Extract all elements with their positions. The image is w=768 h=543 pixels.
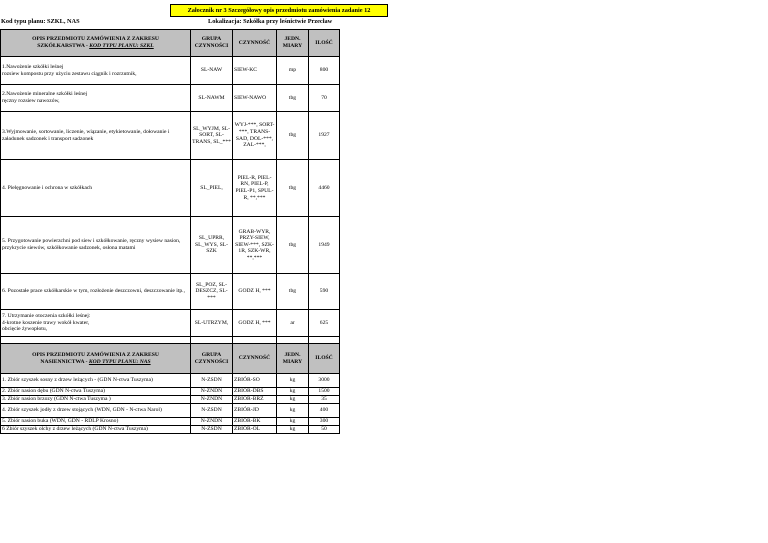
table-row (1, 310, 340, 337)
row-opis: 5. Zbiór nasion buka (WDN, GDN - RDLP Krosno) (1, 418, 191, 426)
szkl-header-row (1, 30, 340, 57)
row-czynnosc: ZBIOR-BRZ (233, 396, 277, 404)
header-opis: OPIS PRZEDMIOTU ZAMÓWIENIA Z ZAKRESU NASIENNICTWA - KOD TYPU PLANU: NAS (1, 344, 191, 374)
table-row (1, 404, 340, 418)
header-jedn: JEDN. MIARY (277, 30, 309, 57)
row-czynnosc: ZBIÓR-SO (233, 374, 277, 388)
row-czynnosc: ZBIOR-DBS (233, 388, 277, 396)
table-row (1, 274, 340, 310)
header-grupa: GRUPA CZYNNOŚCI (191, 344, 233, 374)
row-ilosc: 3000 (309, 374, 340, 388)
row-grupa: SL-NAWM (191, 85, 233, 112)
row-czynnosc: WYJ-***, SORT-***, TRANS-SAD, DOL-***, ZAL-***, (233, 112, 277, 160)
table-row (1, 217, 340, 274)
row-ilosc: 50 (309, 426, 340, 434)
location-label: Lokalizacja: Szkółka przy leśnictwie Przecław (208, 18, 333, 25)
row-ilosc: 1500 (309, 388, 340, 396)
row-opis: 2. Zbiór nasion dębu (GDN N-ctwa Tuszyma) (1, 388, 191, 396)
row-czynnosc: GODZ H, *** (233, 274, 277, 310)
document-title: Załocznik nr 3 Szczegółowy opis przedmiotu zamówienia zadanie 12 (170, 4, 388, 17)
row-opis: 4. Zbiór szyszek jodły z drzew stojących (WDN, GDN - N-ctwa Narol) (1, 404, 191, 418)
row-jedn: tbg (277, 85, 309, 112)
header-jedn: JEDN. MIARY (277, 344, 309, 374)
row-grupa: N-ZSDN (191, 426, 233, 434)
table-row (1, 388, 340, 396)
row-grupa: N-ZNDN (191, 396, 233, 404)
plan-code-szkl: KOD TYPU PLANU: SZKL (89, 43, 154, 49)
row-czynnosc: ZBIÓR-OL (233, 426, 277, 434)
plan-code-nas: KOD TYPU PLANU: NAS (88, 358, 151, 365)
header-czynnosc: CZYNNOŚĆ (233, 30, 277, 57)
row-opis: 6 Zbiór szyszek olchy z drzew leżących (GDN N-ctwa Tuszyma) (1, 426, 191, 434)
row-jedn: kg (277, 404, 309, 418)
nas-table (0, 343, 340, 434)
row-grupa: SL_POZ, SL-DESZCZ, SL-*** (191, 274, 233, 310)
header-opis: OPIS PRZEDMIOTU ZAMÓWIENIA Z ZAKRESU SZKÓŁKARSTWA - KOD TYPU PLANU: SZKL (1, 30, 191, 57)
row-grupa: SL_UPRR, SL_WYS, SL-SZK (191, 217, 233, 274)
row-ilosc: 70 (309, 85, 340, 112)
row-jedn: kg (277, 374, 309, 388)
row-grupa: N-ZSDN (191, 404, 233, 418)
nas-header-row (1, 344, 340, 374)
row-jedn: kg (277, 426, 309, 434)
row-ilosc: 400 (309, 404, 340, 418)
row-opis: 3. Zbiór nasion brzozy (GDN N-ctwa Tuszyma ) (1, 396, 191, 404)
row-grupa: SL-NAW (191, 57, 233, 85)
row-grupa: N-ZSDN (191, 374, 233, 388)
row-jedn: tbg (277, 217, 309, 274)
row-czynnosc: ZBIÓR-BK (233, 418, 277, 426)
table-row (1, 426, 340, 434)
row-ilosc: 1949 (309, 217, 340, 274)
row-czynnosc: SIEW-KC (233, 57, 277, 85)
row-ilosc: 590 (309, 274, 340, 310)
row-ilosc: 625 (309, 310, 340, 337)
row-jedn: kg (277, 418, 309, 426)
row-grupa: N-ZNDN (191, 418, 233, 426)
row-czynnosc: ZBIÓR-JD (233, 404, 277, 418)
table-row (1, 418, 340, 426)
row-jedn: kg (277, 388, 309, 396)
row-grupa: SL-UTRZYM, (191, 310, 233, 337)
row-ilosc: 35 (309, 396, 340, 404)
row-opis: 1. Zbiór szyszek sosny z drzew leżących - (GDN N-ctwa Tuszyma) (1, 374, 191, 388)
row-opis: 6. Pozostałe prace szkółkarskie w tym, rozłożenie deszczowni, deszczowanie itp., (1, 274, 191, 310)
row-ilosc: 4460 (309, 160, 340, 217)
plan-type-code: Kod typu planu: SZKL, NAS (1, 18, 80, 25)
row-opis: 2.Nawożenie mineralne szkółki leśnej ręczny rozsiew nawozów, (1, 85, 191, 112)
row-czynnosc: SIEW-NAWO (233, 85, 277, 112)
row-opis: 5. Przygotowanie powierzchni pod siew i szkółkowanie, ręczny wysiew nasion, przykrycie siewów, szkółkowanie sadzonek, osłona matami (1, 217, 191, 274)
row-grupa: SL_PIEL, (191, 160, 233, 217)
row-ilosc: 300 (309, 418, 340, 426)
row-jedn: kg (277, 396, 309, 404)
row-opis: 7. Utrzymanie otoczenia szkółki leśnej: 4-krotne koszenie trawy wokół kwater, obcięcie żywopłotu, (1, 310, 191, 337)
row-czynnosc: PIEL-R, PIEL-RN, PIEL-P, PIEL-P1, SPUL-R, **,*** (233, 160, 277, 217)
header-grupa: GRUPA CZYNNOŚCI (191, 30, 233, 57)
szkl-table (0, 29, 340, 349)
row-jedn: tbg (277, 160, 309, 217)
row-jedn: mp (277, 57, 309, 85)
table-row (1, 112, 340, 160)
row-ilosc: 800 (309, 57, 340, 85)
header-ilosc: ILOŚĆ (309, 30, 340, 57)
header-ilosc: ILOŚĆ (309, 344, 340, 374)
table-row (1, 160, 340, 217)
table-row (1, 374, 340, 388)
row-ilosc: 1927 (309, 112, 340, 160)
row-opis: 4. Pielęgnowanie i ochrona w szkółkach (1, 160, 191, 217)
row-opis: 3.Wyjmowanie, sortowanie, liczenie, wiązanie, etykietowanie, dołowanie i załadunek sadzonek i transport sadzonek (1, 112, 191, 160)
row-czynnosc: GODZ H, *** (233, 310, 277, 337)
row-jedn: ar (277, 310, 309, 337)
table-row (1, 396, 340, 404)
table-row (1, 85, 340, 112)
row-grupa: SL_WYJM, SL-SORT, SL-TRANS, SL_*** (191, 112, 233, 160)
row-czynnosc: GRAB-WYR, PRZY-SIEW, SIEW-***, SZK-1R, SZK-WR, **,*** (233, 217, 277, 274)
row-jedn: tbg (277, 112, 309, 160)
row-opis: 1.Nawożenie szkółki leśnej rozsiew kompostu przy użyciu zestawu ciągnik i rozrzutnik, (1, 57, 191, 85)
header-czynnosc: CZYNNOŚĆ (233, 344, 277, 374)
row-jedn: tbg (277, 274, 309, 310)
table-row (1, 57, 340, 85)
row-grupa: N-ZNDN (191, 388, 233, 396)
